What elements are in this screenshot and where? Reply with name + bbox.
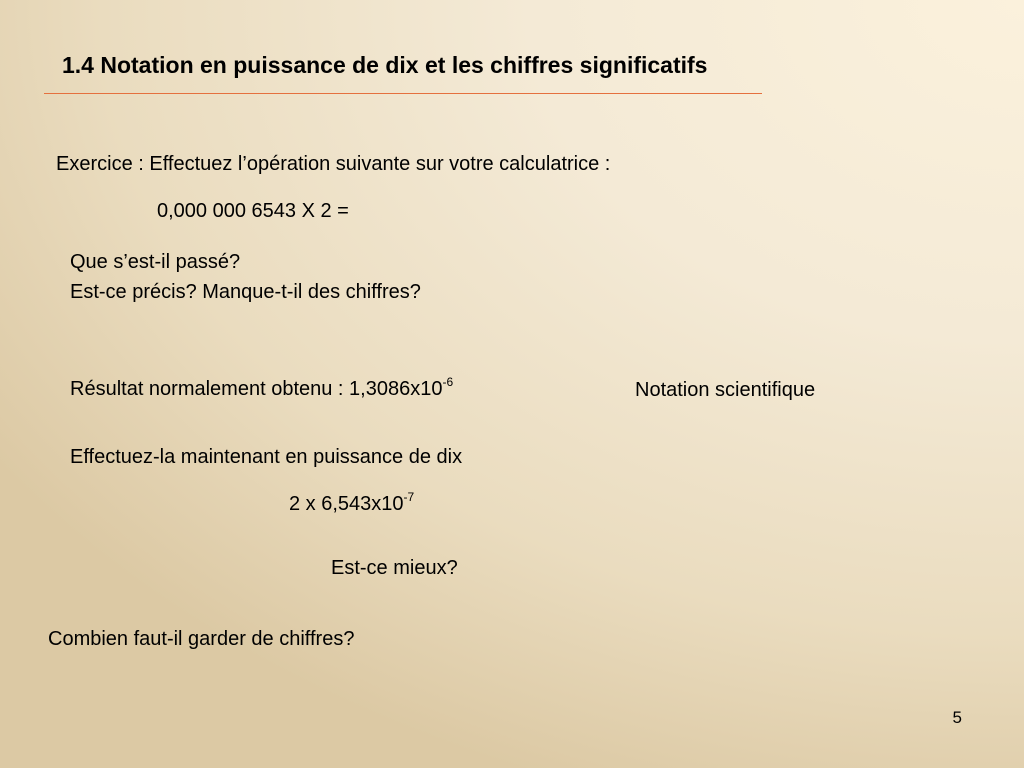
power-exponent: -7	[403, 490, 415, 504]
instruction-text: Effectuez-la maintenant en puissance de dix	[70, 446, 463, 468]
title-underline	[44, 93, 762, 94]
digits-question: Combien faut-il garder de chiffres?	[48, 628, 355, 650]
result-text	[70, 375, 454, 401]
power-expression-value: 2 x 6,543x10	[289, 493, 404, 515]
scientific-notation-label: Notation scientifique	[635, 379, 816, 401]
result-value: Résultat normalement obtenu : 1,3086x10	[70, 378, 443, 400]
operation-text: 0,000 000 6543 X 2 =	[157, 200, 349, 222]
result-exponent: -6	[442, 375, 454, 389]
page-number: 5	[952, 708, 962, 727]
power-of-ten-expression	[289, 490, 415, 516]
question-precision: Est-ce précis? Manque-t-il des chiffres?	[70, 281, 421, 303]
slide-title: 1.4 Notation en puissance de dix et les chiffres significatifs	[62, 52, 708, 78]
better-question: Est-ce mieux?	[331, 557, 458, 579]
question-what-happened: Que s’est-il passé?	[70, 251, 241, 273]
exercise-text: Exercice : Effectuez l’opération suivante sur votre calculatrice :	[56, 153, 611, 175]
